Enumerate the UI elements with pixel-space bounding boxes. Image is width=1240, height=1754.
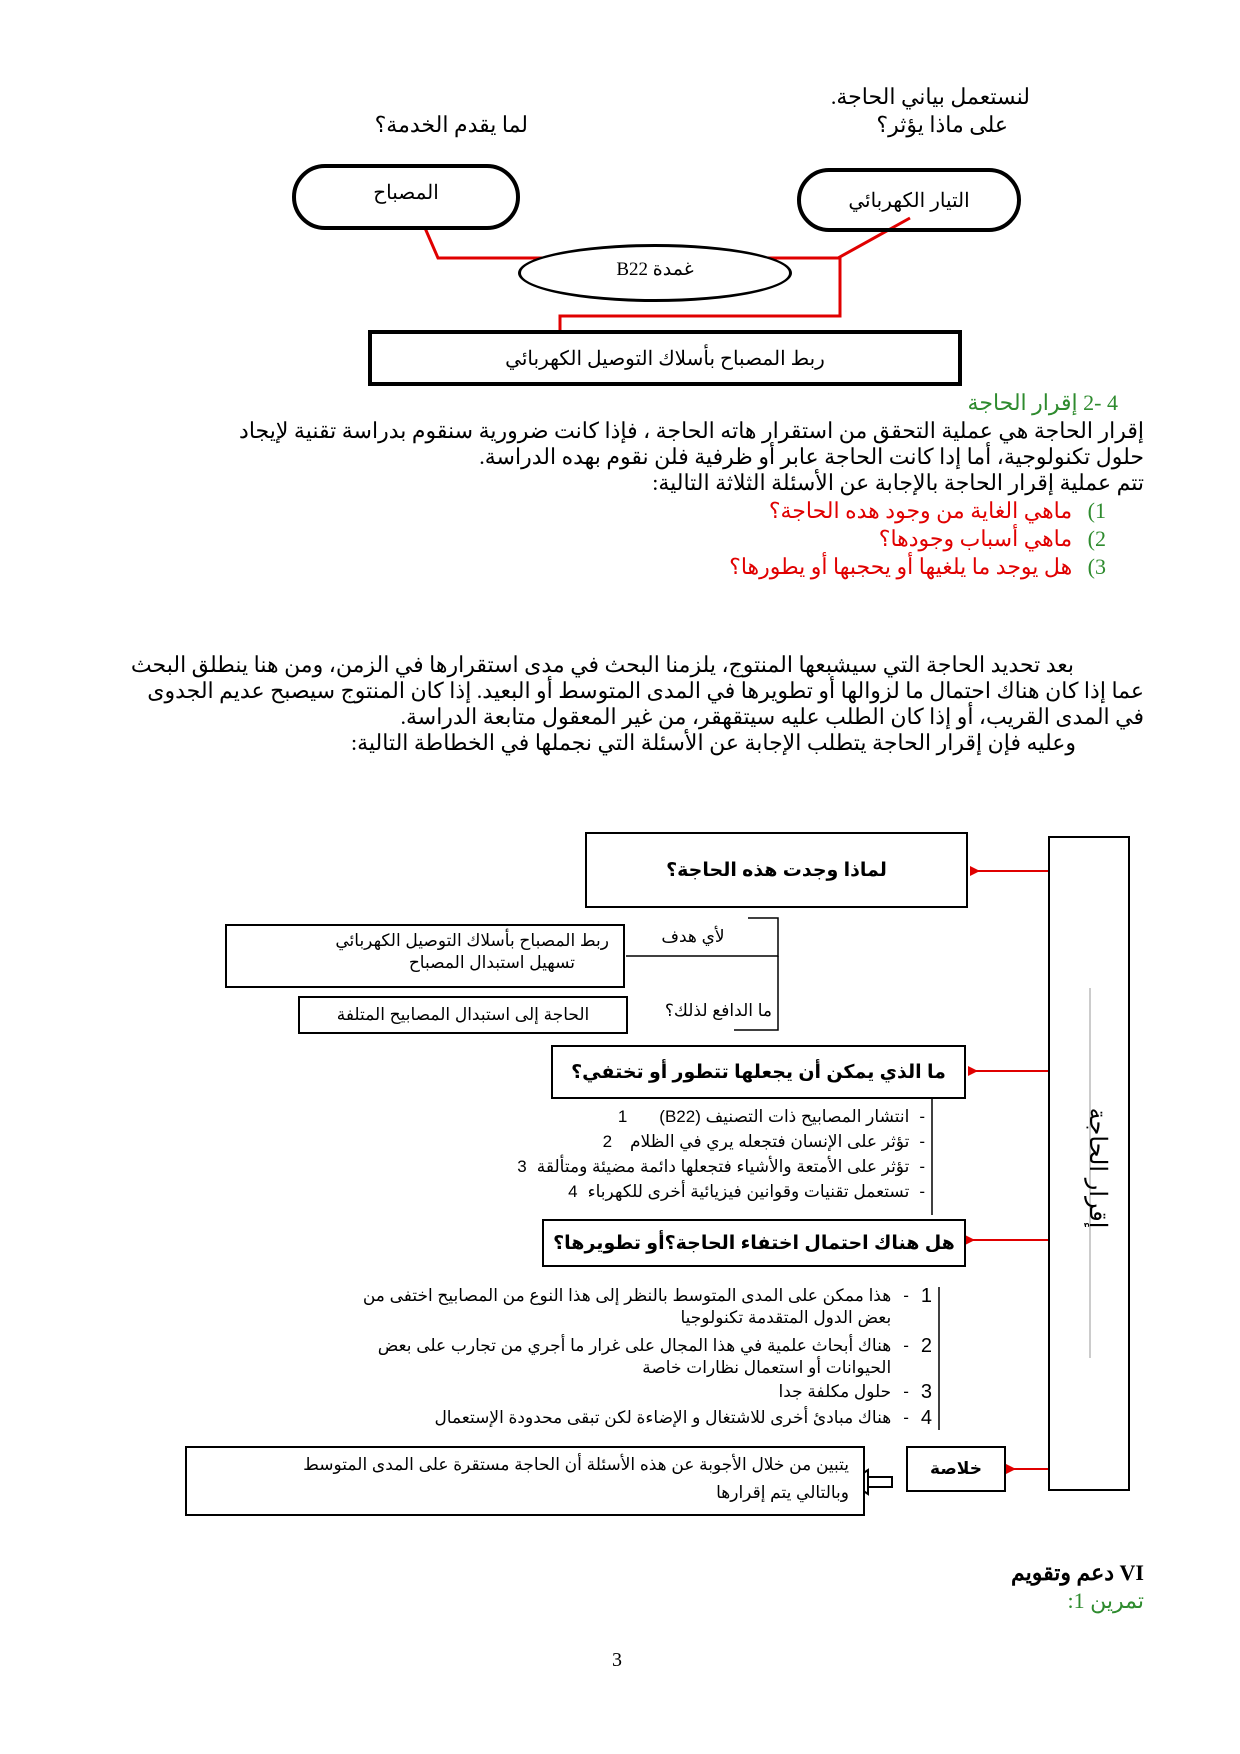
current-label: التيار الكهربائي <box>848 189 970 212</box>
para1-line1: إقرار الحاجة هي عملية التحقق من استقرار هاته الحاجة ، فإذا كانت ضرورية سنقوم بدراسة تقنية لإيجاد <box>239 418 1144 443</box>
socket-label: غمدة B22 <box>616 258 694 280</box>
cause-num-2: 2 <box>602 1132 613 1151</box>
possibility-item-1: 1 - هذا ممكن على المدى المتوسط بالنظر إلى هذا النوع من المصابيح اختفى من بعض الدول المتقدمة تكنولوجيا <box>362 1285 932 1327</box>
cause-text-4: تستعمل تقنيات وقوانين فيزيائية أخرى للكهرباء <box>587 1182 910 1201</box>
cause-item-2: - تؤثر على الإنسان فتجعله يري في الظلام 2 <box>420 1131 925 1156</box>
question-box-disappear <box>542 1219 966 1267</box>
possibility-num-2: 2 <box>920 1335 932 1357</box>
para1-line2: حلول تكنولوجية، أما إدا كانت الحاجة عابر أو ظرفية فلن نقوم بهده الدراسة. <box>479 444 1144 469</box>
question-serves: لما يقدم الخدمة؟ <box>374 112 528 137</box>
question-1-num: 1) <box>1087 498 1106 523</box>
para2: تتم عملية إقرار الحاجة بالإجابة عن الأسئلة الثلاثة التالية: <box>652 470 1144 495</box>
cause-item-4: - تستعمل تقنيات وقوانين فيزيائية أخرى للكهرباء 4 <box>420 1181 925 1206</box>
possibility-1-line-2: بعض الدول المتقدمة تكنولوجيا <box>680 1308 892 1327</box>
causes-list <box>420 1106 925 1206</box>
conclusion-line-2: وبالتالي يتم إقرارها <box>716 1483 849 1502</box>
para3-line2: عما إذا كان هناك احتمال ما لزوالها أو تطويرها في المدى المتوسط أو البعيد. إذا كان المنتوج سيصبح عديم الجدوى <box>147 678 1144 703</box>
side-bar-vertical-label <box>1050 838 1128 1489</box>
possibilities-list <box>262 1285 932 1429</box>
question-2-num: 2) <box>1087 526 1106 551</box>
purpose-answer-box <box>225 924 625 988</box>
cause-num-4: 4 <box>568 1182 578 1201</box>
cause-item-1: - انتشار المصابيح ذات التصنيف (B22) 1 <box>420 1106 925 1131</box>
question-box-evolve <box>551 1045 966 1099</box>
purpose-label: لأي هدف <box>661 927 725 946</box>
para3-line1: بعد تحديد الحاجة التي سيشبعها المنتوج، يلزمنا البحث في مدى استقرارها في الزمن، ومن هنا ينطلق البحث <box>130 652 1074 677</box>
side-label-text: إقرار الحاجة <box>1084 1107 1111 1229</box>
question-box-why <box>585 832 968 908</box>
section-title-support: VI دعم وتقويم <box>1010 1560 1144 1585</box>
possibility-1-line-1: هذا ممكن على المدى المتوسط بالنظر إلى هذا النوع من المصابيح اختفى من <box>362 1286 892 1305</box>
validation-side-bar <box>1048 836 1130 1491</box>
question-box-disappear-label: هل هناك احتمال اختفاء الحاجة؟أو تطويرها؟ <box>553 1232 955 1254</box>
lamp-label: المصباح <box>373 181 439 204</box>
cause-num-3: 3 <box>517 1157 527 1176</box>
question-2-text: ماهي أسباب وجودها؟ <box>878 526 1073 551</box>
possibility-num-1: 1 <box>920 1285 932 1307</box>
possibility-3-line-1: حلول مكلفة جدا <box>778 1382 892 1401</box>
possibility-2-line-1: هناك أبحاث علمية في هذا المجال على غرار ما أجري من تجارب على بعض <box>377 1336 892 1355</box>
conclusion-label-box <box>906 1446 1006 1492</box>
conclusion-line-1: يتبين من خلال الأجوبة عن هذه الأسئلة أن الحاجة مستقرة على المدى المتوسط <box>303 1455 849 1474</box>
function-label: ربط المصباح بأسلاك التوصيل الكهربائي <box>505 347 825 370</box>
exercise-label: تمرين 1: <box>1067 1588 1144 1613</box>
motive-label: ما الدافع لذلك؟ <box>664 1001 772 1020</box>
motive-answer-box <box>298 996 628 1034</box>
conclusion-label: خلاصة <box>930 1459 982 1478</box>
question-box-evolve-label: ما الذي يمكن أن يجعلها تتطور أو تختفي؟ <box>571 1061 946 1083</box>
purpose-line-2: تسهيل استبدال المصباح <box>408 953 575 972</box>
para3-line3: في المدى القريب، أو إذا كان الطلب عليه سيتقهقر، من غير المعقول متابعة الدراسة. <box>400 704 1144 729</box>
possibility-num-3: 3 <box>920 1381 932 1403</box>
cause-item-3: - تؤثر على الأمتعة والأشياء فتجعلها دائمة مضيئة ومتألقة 3 <box>420 1156 925 1181</box>
page-number: 3 <box>612 1649 622 1671</box>
question-box-why-label: لماذا وجدت هذه الحاجة؟ <box>666 859 887 881</box>
cause-num-1: 1 <box>617 1107 628 1126</box>
question-1-text: ماهي الغاية من وجود هده الحاجة؟ <box>768 498 1073 523</box>
intro-line: لنستعمل بياني الحاجة. <box>830 84 1030 109</box>
para4: وعليه فإن إقرار الحاجة يتطلب الإجابة عن الأسئلة التي نجملها في الخطاطة التالية: <box>350 730 1076 755</box>
cause-text-2: تؤثر على الإنسان فتجعله يري في الظلام <box>630 1132 910 1151</box>
possibility-item-4: 4 - هناك مبادئ أخرى للاشتغال و الإضاءة لكن تبقى محدودة الإستعمال <box>434 1407 932 1429</box>
possibility-item-2: 2 - هناك أبحاث علمية في هذا المجال على غرار ما أجري من تجارب على بعض الحيوانات أو استعمال نظارات خاصة <box>377 1335 932 1377</box>
cause-text-3: تؤثر على الأمتعة والأشياء فتجعلها دائمة مضيئة ومتألقة <box>536 1157 910 1176</box>
motive-answer-text: الحاجة إلى استبدال المصابيح المتلفة <box>336 1005 590 1024</box>
question-3-text: هل يوجد ما يلغيها أو يحجبها أو يطورها؟ <box>729 554 1073 579</box>
question-affects: على ماذا يؤثر؟ <box>876 112 1008 137</box>
question-3-num: 3) <box>1087 554 1106 579</box>
conclusion-text-box <box>185 1446 865 1516</box>
possibility-num-4: 4 <box>920 1407 932 1429</box>
section-heading: 4 -2 إقرار الحاجة <box>967 390 1118 415</box>
possibility-2-line-2: الحيوانات أو استعمال نظارات خاصة <box>642 1358 892 1377</box>
possibility-item-3: 3 - حلول مكلفة جدا <box>778 1381 932 1403</box>
possibility-4-line-1: هناك مبادئ أخرى للاشتغال و الإضاءة لكن تبقى محدودة الإستعمال <box>434 1408 892 1427</box>
cause-text-1: انتشار المصابيح ذات التصنيف (B22) <box>659 1107 910 1126</box>
purpose-line-1: ربط المصباح بأسلاك التوصيل الكهربائي <box>335 931 609 950</box>
